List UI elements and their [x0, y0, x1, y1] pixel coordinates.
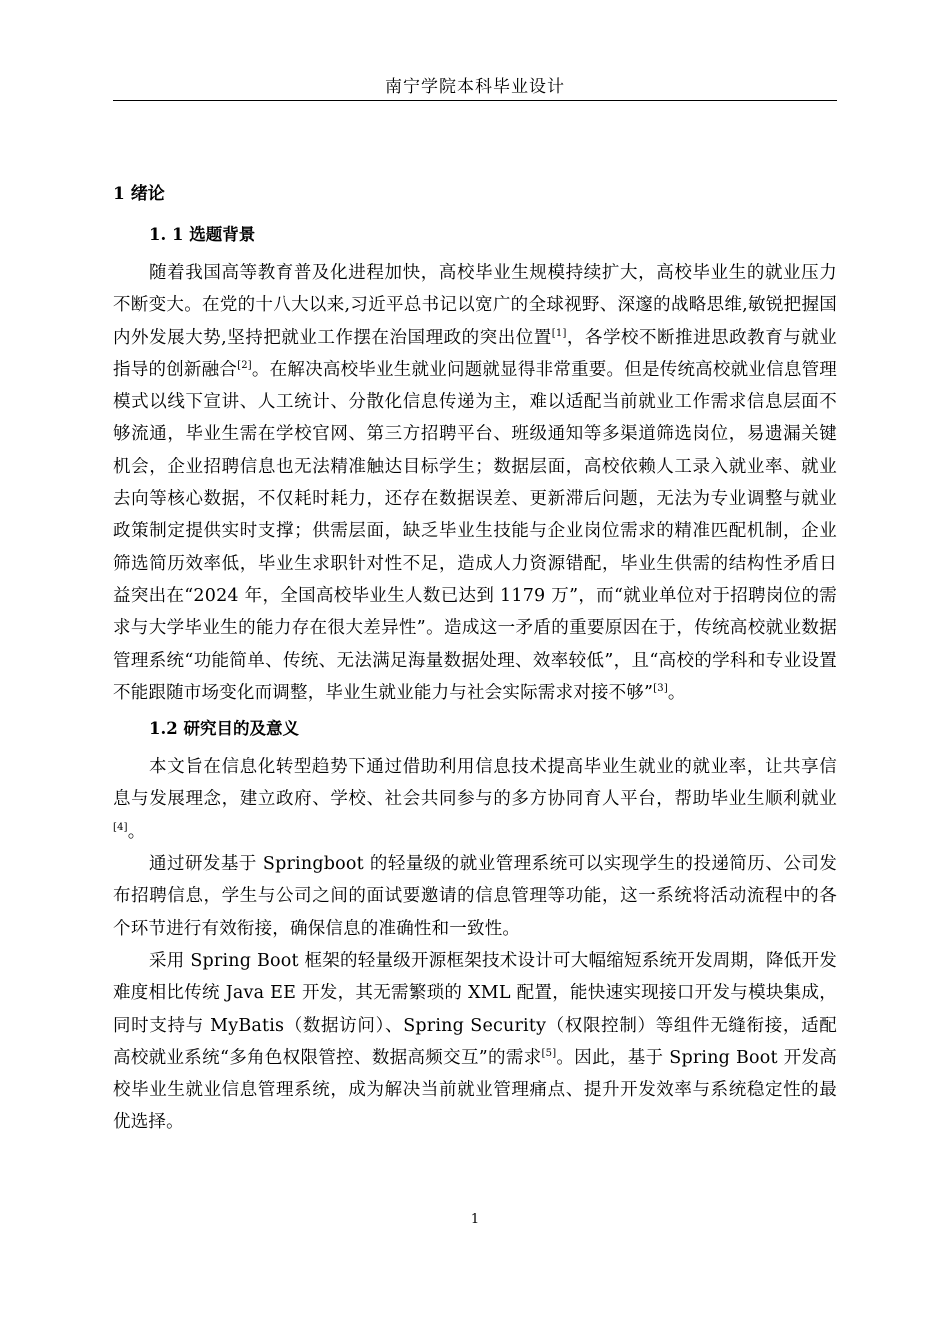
header-divider [113, 100, 837, 101]
text-run: 随着我国高等教育普及化进程加快，高校毕业生规模持续扩大，高校毕业生的就业压力不断变大。在党的十八大以来,习近平总书记以宽广的全球视野、深邃的战略思维,敏锐把握国内外发展大势,坚持把就业工作摆在治国理政的突出位置 [113, 263, 837, 348]
citation-ref: [4] [113, 821, 128, 833]
text-run: 。 [127, 821, 146, 842]
citation-ref: [1] [551, 327, 567, 339]
text-run: 通过研发基于 Springboot 的轻量级的就业管理系统可以实现学生的投递简历、公司发布招聘信息，学生与公司之间的面试要邀请的信息管理等功能，这一系统将活动流程中的各个环节进行有效衔接，确保信息的准确性和一致性。 [113, 854, 837, 939]
section-heading: 1.2 研究目的及意义 [149, 719, 299, 739]
text-run: 。在解决高校毕业生就业问题就显得非常重要。但是传统高校就业信息管理模式以线下宣讲、人工统计、分散化信息传递为主，难以适配当前就业工作需求信息层面不够流通，毕业生需在学校官网、第三方招聘平台、班级通知等多渠道筛选岗位，易遗漏关键机会，企业招聘信息也无法精准触达目标学生；数据层面，高校依赖人工录入就业率、就业去向等核心数据，不仅耗时耗力，还存在数据误差、更新滞后问题，无法为专业调整与就业政策制定提供实时支撑；供需层面，缺乏毕业生技能与企业岗位需求的精准匹配机制，企业筛选简历效率低，毕业生求职针对性不足，造成人力资源错配，毕业生供需的结构性矛盾日益突出在“2024 年，全国高校毕业生人数已达到 1179 万”，而“就业单位对于招聘岗位的需求与大学毕业生的能力存在很大差异性”。造成这一矛盾的重要原因在于，传统高校就业数据管理系统“功能简单、传统、无法满足海量数据处理、效率较低”，且“高校的学科和专业设置不能跟随市场变化而调整，毕业生就业能力与社会实际需求对接不够” [113, 359, 837, 703]
text-run: 本文旨在信息化转型趋势下通过借助利用信息技术提高毕业生就业的就业率，让共享信息与发展理念，建立政府、学校、社会共同参与的多方协同育人平台，帮助毕业生顺利就业 [113, 757, 837, 810]
page-number: 1 [470, 1212, 480, 1227]
text-run: 采用 Spring Boot 框架的轻量级开源框架技术设计可大幅缩短系统开发周期，降低开发难度相比传统 Java EE 开发，其无需繁琐的 XML 配置，能快速实现接口开发与模块集成，同时支持与 MyBatis（数据访问）、Spring Security（权限控制）等组件无缝衔接，适配高校就业系统“多角色权限管控、数据高频交互”的需求 [113, 950, 837, 1068]
document-body [113, 180, 837, 1139]
paragraph [113, 257, 837, 709]
text-run: ，各学校不断推进思政教育与就业指导的创新融合 [113, 327, 838, 380]
paragraph [113, 945, 837, 1139]
paragraph [113, 848, 837, 945]
text-run: 。因此，基于 Spring Boot 开发高校毕业生就业信息管理系统，成为解决当前就业管理痛点、提升开发效率与系统稳定性的最优选择。 [113, 1047, 837, 1133]
chapter-heading: 1 绪论 [113, 184, 165, 204]
page-header-title: 南宁学院本科毕业设计 [385, 77, 565, 97]
section-heading: 1. 1 选题背景 [149, 225, 256, 244]
citation-ref: [5] [541, 1048, 557, 1059]
citation-ref: [3] [653, 683, 668, 695]
citation-ref: [2] [237, 360, 252, 372]
text-run: 。 [667, 682, 686, 703]
paragraph [113, 751, 837, 848]
